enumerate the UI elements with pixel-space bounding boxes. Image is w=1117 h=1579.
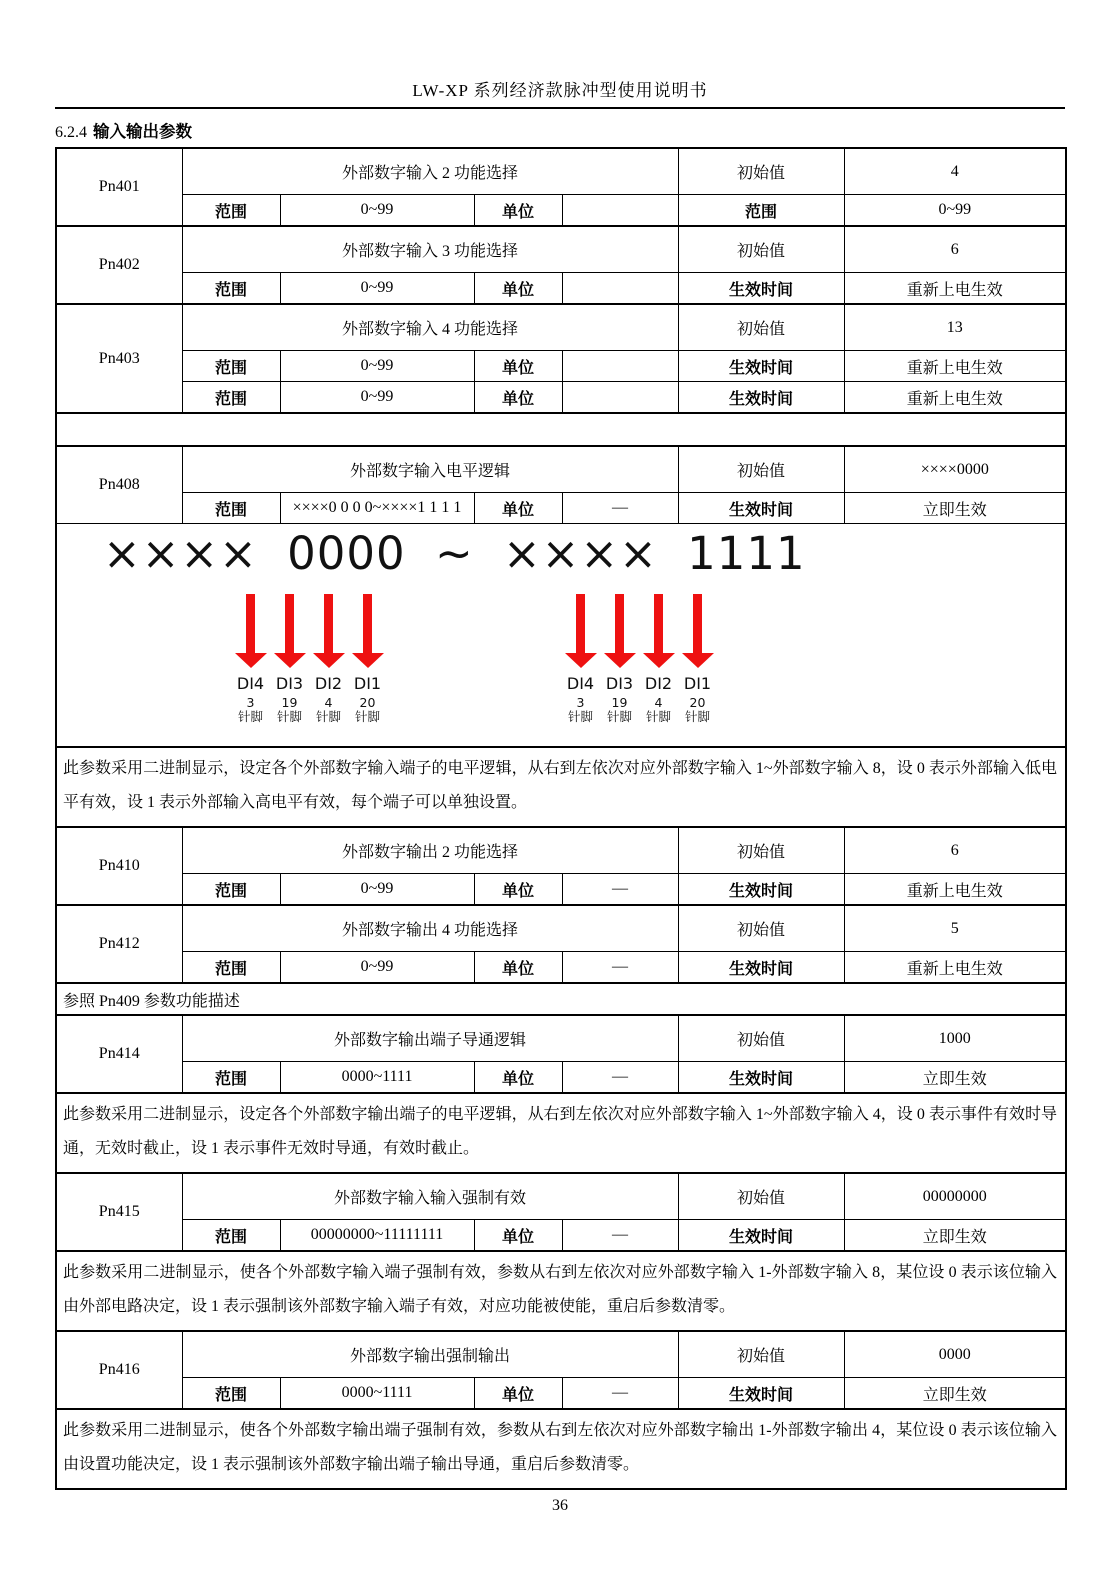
down-arrow-icon [565,594,597,668]
init-value: ××××0000 [844,446,1066,493]
pin-number: 19 [281,695,298,710]
init-label: 初始值 [678,226,844,273]
down-arrow-icon [235,594,267,668]
init-value: 5 [844,905,1066,952]
effect-value: 立即生效 [844,1378,1066,1410]
bit-column [678,594,717,724]
effect-label: 生效时间 [678,351,844,382]
unit-value: — [562,1378,678,1410]
bit-column [639,594,678,724]
diagram-row [56,524,1066,748]
down-arrow-icon [682,594,714,668]
effect-value: 立即生效 [844,493,1066,524]
di-label: DI1 [353,674,382,693]
effect-label: 生效时间 [678,1062,844,1094]
range-value: ××××0 0 0 0~××××1 1 1 1 [280,493,474,524]
unit-value [562,351,678,382]
effect-value: 重新上电生效 [844,351,1066,382]
effect-label: 生效时间 [678,382,844,414]
di-label: DI2 [314,674,343,693]
effect-value: 重新上电生效 [844,874,1066,906]
param-detail-row-pn410 [56,874,1066,906]
unit-value: — [562,1220,678,1252]
param-row-pn401 [56,148,1066,195]
effect-value: 立即生效 [844,1220,1066,1252]
effect-label: 生效时间 [678,874,844,906]
param-function: 外部数字输入输入强制有效 [182,1173,678,1220]
init-label: 初始值 [678,1331,844,1378]
empty-cell [56,413,1066,446]
param-id: Pn403 [56,304,182,413]
di-label: DI3 [605,674,634,693]
param-row-pn414 [56,1015,1066,1062]
io-parameter-table [55,147,1067,1490]
pn408-bit-diagram [56,524,1066,748]
pin-label: 针脚 [237,709,263,724]
range-value: 0~99 [280,273,474,305]
range-label: 范围 [182,874,280,906]
param-id: Pn402 [56,226,182,304]
range-label: 范围 [182,952,280,984]
page-number: 36 [552,1497,568,1514]
param-detail-row-pn415 [56,1220,1066,1252]
param-function: 外部数字输入 2 功能选择 [182,148,678,195]
pin-label: 针脚 [645,709,671,724]
unit-value: — [562,1062,678,1094]
di-label: DI4 [236,674,265,693]
pin-number: 4 [324,695,333,710]
effect-value: 重新上电生效 [844,273,1066,305]
range-label: 范围 [182,273,280,305]
param-description: 此参数采用二进制显示，设定各个外部数字输入端子的电平逻辑，从右到左依次对应外部数字输入 1~外部数字输入 8，设 0 表示外部输入低电平有效，设 1 表示外部输入高电平有效，每个端子可以单独设置。 [56,747,1066,827]
param-row-pn410 [56,827,1066,874]
section-number: 6.2.4 [55,124,87,141]
pin-number: 20 [689,695,706,710]
pin-number: 20 [359,695,376,710]
range-value: 00000000~11111111 [280,1220,474,1252]
range-value: 0~99 [280,952,474,984]
param-id: Pn401 [56,148,182,226]
unit-label: 单位 [474,1378,562,1410]
range-label: 范围 [182,351,280,382]
bit-column [348,594,387,724]
effect-value: 重新上电生效 [844,952,1066,984]
range-value: 0000~1111 [280,1062,474,1094]
effect-label: 生效时间 [678,493,844,524]
init-label: 初始值 [678,1173,844,1220]
pin-label: 针脚 [276,709,302,724]
unit-label: 单位 [474,1062,562,1094]
effect-value: 立即生效 [844,1062,1066,1094]
down-arrow-icon [313,594,345,668]
unit-value [562,195,678,227]
section-heading [55,118,1065,142]
pin-label: 针脚 [567,709,593,724]
param-row-pn415 [56,1173,1066,1220]
pin-label: 针脚 [684,709,710,724]
param-id: Pn416 [56,1331,182,1409]
unit-label: 单位 [474,493,562,524]
param-function: 外部数字输入 4 功能选择 [182,304,678,351]
unit-label: 单位 [474,273,562,305]
init-label: 初始值 [678,1015,844,1062]
unit-label: 单位 [474,1220,562,1252]
arrow-group-left [231,594,387,724]
init-value: 6 [844,226,1066,273]
pin-label: 针脚 [606,709,632,724]
bit-column [231,594,270,724]
unit-label: 单位 [474,195,562,227]
binary-range-text: ×××× 0000 ~ ×××× 1111 [103,527,806,580]
down-arrow-icon [604,594,636,668]
range-value: 0~99 [280,382,474,414]
description-row-pn408 [56,747,1066,827]
param-detail-row-pn403a [56,351,1066,382]
effect-label: 生效时间 [678,273,844,305]
range-label: 范围 [182,382,280,414]
unit-label: 单位 [474,952,562,984]
range-label: 范围 [182,493,280,524]
param-detail-row-pn416 [56,1378,1066,1410]
range-label: 范围 [182,1220,280,1252]
param-row-pn408 [56,446,1066,493]
description-row-pn415 [56,1251,1066,1331]
param-row-pn402 [56,226,1066,273]
range-value: 0~99 [280,351,474,382]
di-label: DI4 [566,674,595,693]
range-label: 范围 [182,1062,280,1094]
description-row-pn416 [56,1409,1066,1489]
effect-value: 重新上电生效 [844,382,1066,414]
init-label: 初始值 [678,148,844,195]
effect-label: 范围 [678,195,844,227]
pin-number: 3 [576,695,585,710]
range-label: 范围 [182,195,280,227]
param-detail-row-pn401 [56,195,1066,227]
unit-label: 单位 [474,382,562,414]
param-function: 外部数字输出 2 功能选择 [182,827,678,874]
param-function: 外部数字输出强制输出 [182,1331,678,1378]
description-row-pn414 [56,1093,1066,1173]
di-label: DI1 [683,674,712,693]
init-value: 4 [844,148,1066,195]
init-value: 13 [844,304,1066,351]
param-description: 此参数采用二进制显示，使各个外部数字输出端子强制有效，参数从右到左依次对应外部数字输出 1-外部数字输出 4，某位设 0 表示该位输入由设置功能决定，设 1 表示强制该外部数字输出端子输出导通，重启后参数清零。 [56,1409,1066,1489]
init-value: 00000000 [844,1173,1066,1220]
di-label: DI3 [275,674,304,693]
range-value: 0000~1111 [280,1378,474,1410]
arrow-group-right [561,594,717,724]
note-row [56,983,1066,1015]
init-label: 初始值 [678,905,844,952]
effect-value: 0~99 [844,195,1066,227]
down-arrow-icon [274,594,306,668]
down-arrow-icon [352,594,384,668]
bit-column [270,594,309,724]
range-label: 范围 [182,1378,280,1410]
param-detail-row-pn408 [56,493,1066,524]
param-detail-row-pn402 [56,273,1066,305]
bit-column [561,594,600,724]
effect-label: 生效时间 [678,1378,844,1410]
param-function: 外部数字输出 4 功能选择 [182,905,678,952]
param-function: 外部数字输入 3 功能选择 [182,226,678,273]
param-id: Pn408 [56,446,182,524]
init-label: 初始值 [678,304,844,351]
reference-note: 参照 Pn409 参数功能描述 [56,983,1066,1015]
param-id: Pn414 [56,1015,182,1093]
param-row-pn412 [56,905,1066,952]
range-value: 0~99 [280,195,474,227]
pin-label: 针脚 [315,709,341,724]
param-id: Pn415 [56,1173,182,1251]
unit-label: 单位 [474,874,562,906]
param-id: Pn412 [56,905,182,983]
param-function: 外部数字输入电平逻辑 [182,446,678,493]
unit-value: — [562,952,678,984]
section-title: 输入输出参数 [93,122,192,141]
bit-column [600,594,639,724]
init-label: 初始值 [678,446,844,493]
param-function: 外部数字输出端子导通逻辑 [182,1015,678,1062]
param-detail-row-pn412 [56,952,1066,984]
param-description: 此参数采用二进制显示，使各个外部数字输入端子强制有效，参数从右到左依次对应外部数字输入 1-外部数字输入 8，某位设 0 表示该位输入由外部电路决定，设 1 表示强制该外部数字输入端子有效，对应功能被使能，重启后参数清零。 [56,1251,1066,1331]
param-detail-row-pn414 [56,1062,1066,1094]
pin-number: 19 [611,695,628,710]
init-label: 初始值 [678,827,844,874]
init-value: 6 [844,827,1066,874]
pin-number: 4 [654,695,663,710]
param-row-pn403 [56,304,1066,351]
pin-number: 3 [246,695,255,710]
unit-value: — [562,493,678,524]
down-arrow-icon [643,594,675,668]
unit-label: 单位 [474,351,562,382]
header-rule [55,107,1065,109]
doc-title: LW-XP 系列经济款脉冲型使用说明书 [412,81,708,100]
param-description: 此参数采用二进制显示，设定各个外部数字输出端子的电平逻辑，从右到左依次对应外部数字输入 1~外部数字输入 4，设 0 表示事件有效时导通，无效时截止，设 1 表示事件无效时导通，有效时截止。 [56,1093,1066,1173]
unit-value [562,382,678,414]
range-value: 0~99 [280,874,474,906]
bit-column [309,594,348,724]
param-id: Pn410 [56,827,182,905]
init-value: 1000 [844,1015,1066,1062]
di-label: DI2 [644,674,673,693]
unit-value [562,273,678,305]
spacer-row [56,413,1066,446]
unit-value: — [562,874,678,906]
init-value: 0000 [844,1331,1066,1378]
param-row-pn416 [56,1331,1066,1378]
effect-label: 生效时间 [678,952,844,984]
effect-label: 生效时间 [678,1220,844,1252]
param-detail-row-pn403b [56,382,1066,414]
pin-label: 针脚 [354,709,380,724]
